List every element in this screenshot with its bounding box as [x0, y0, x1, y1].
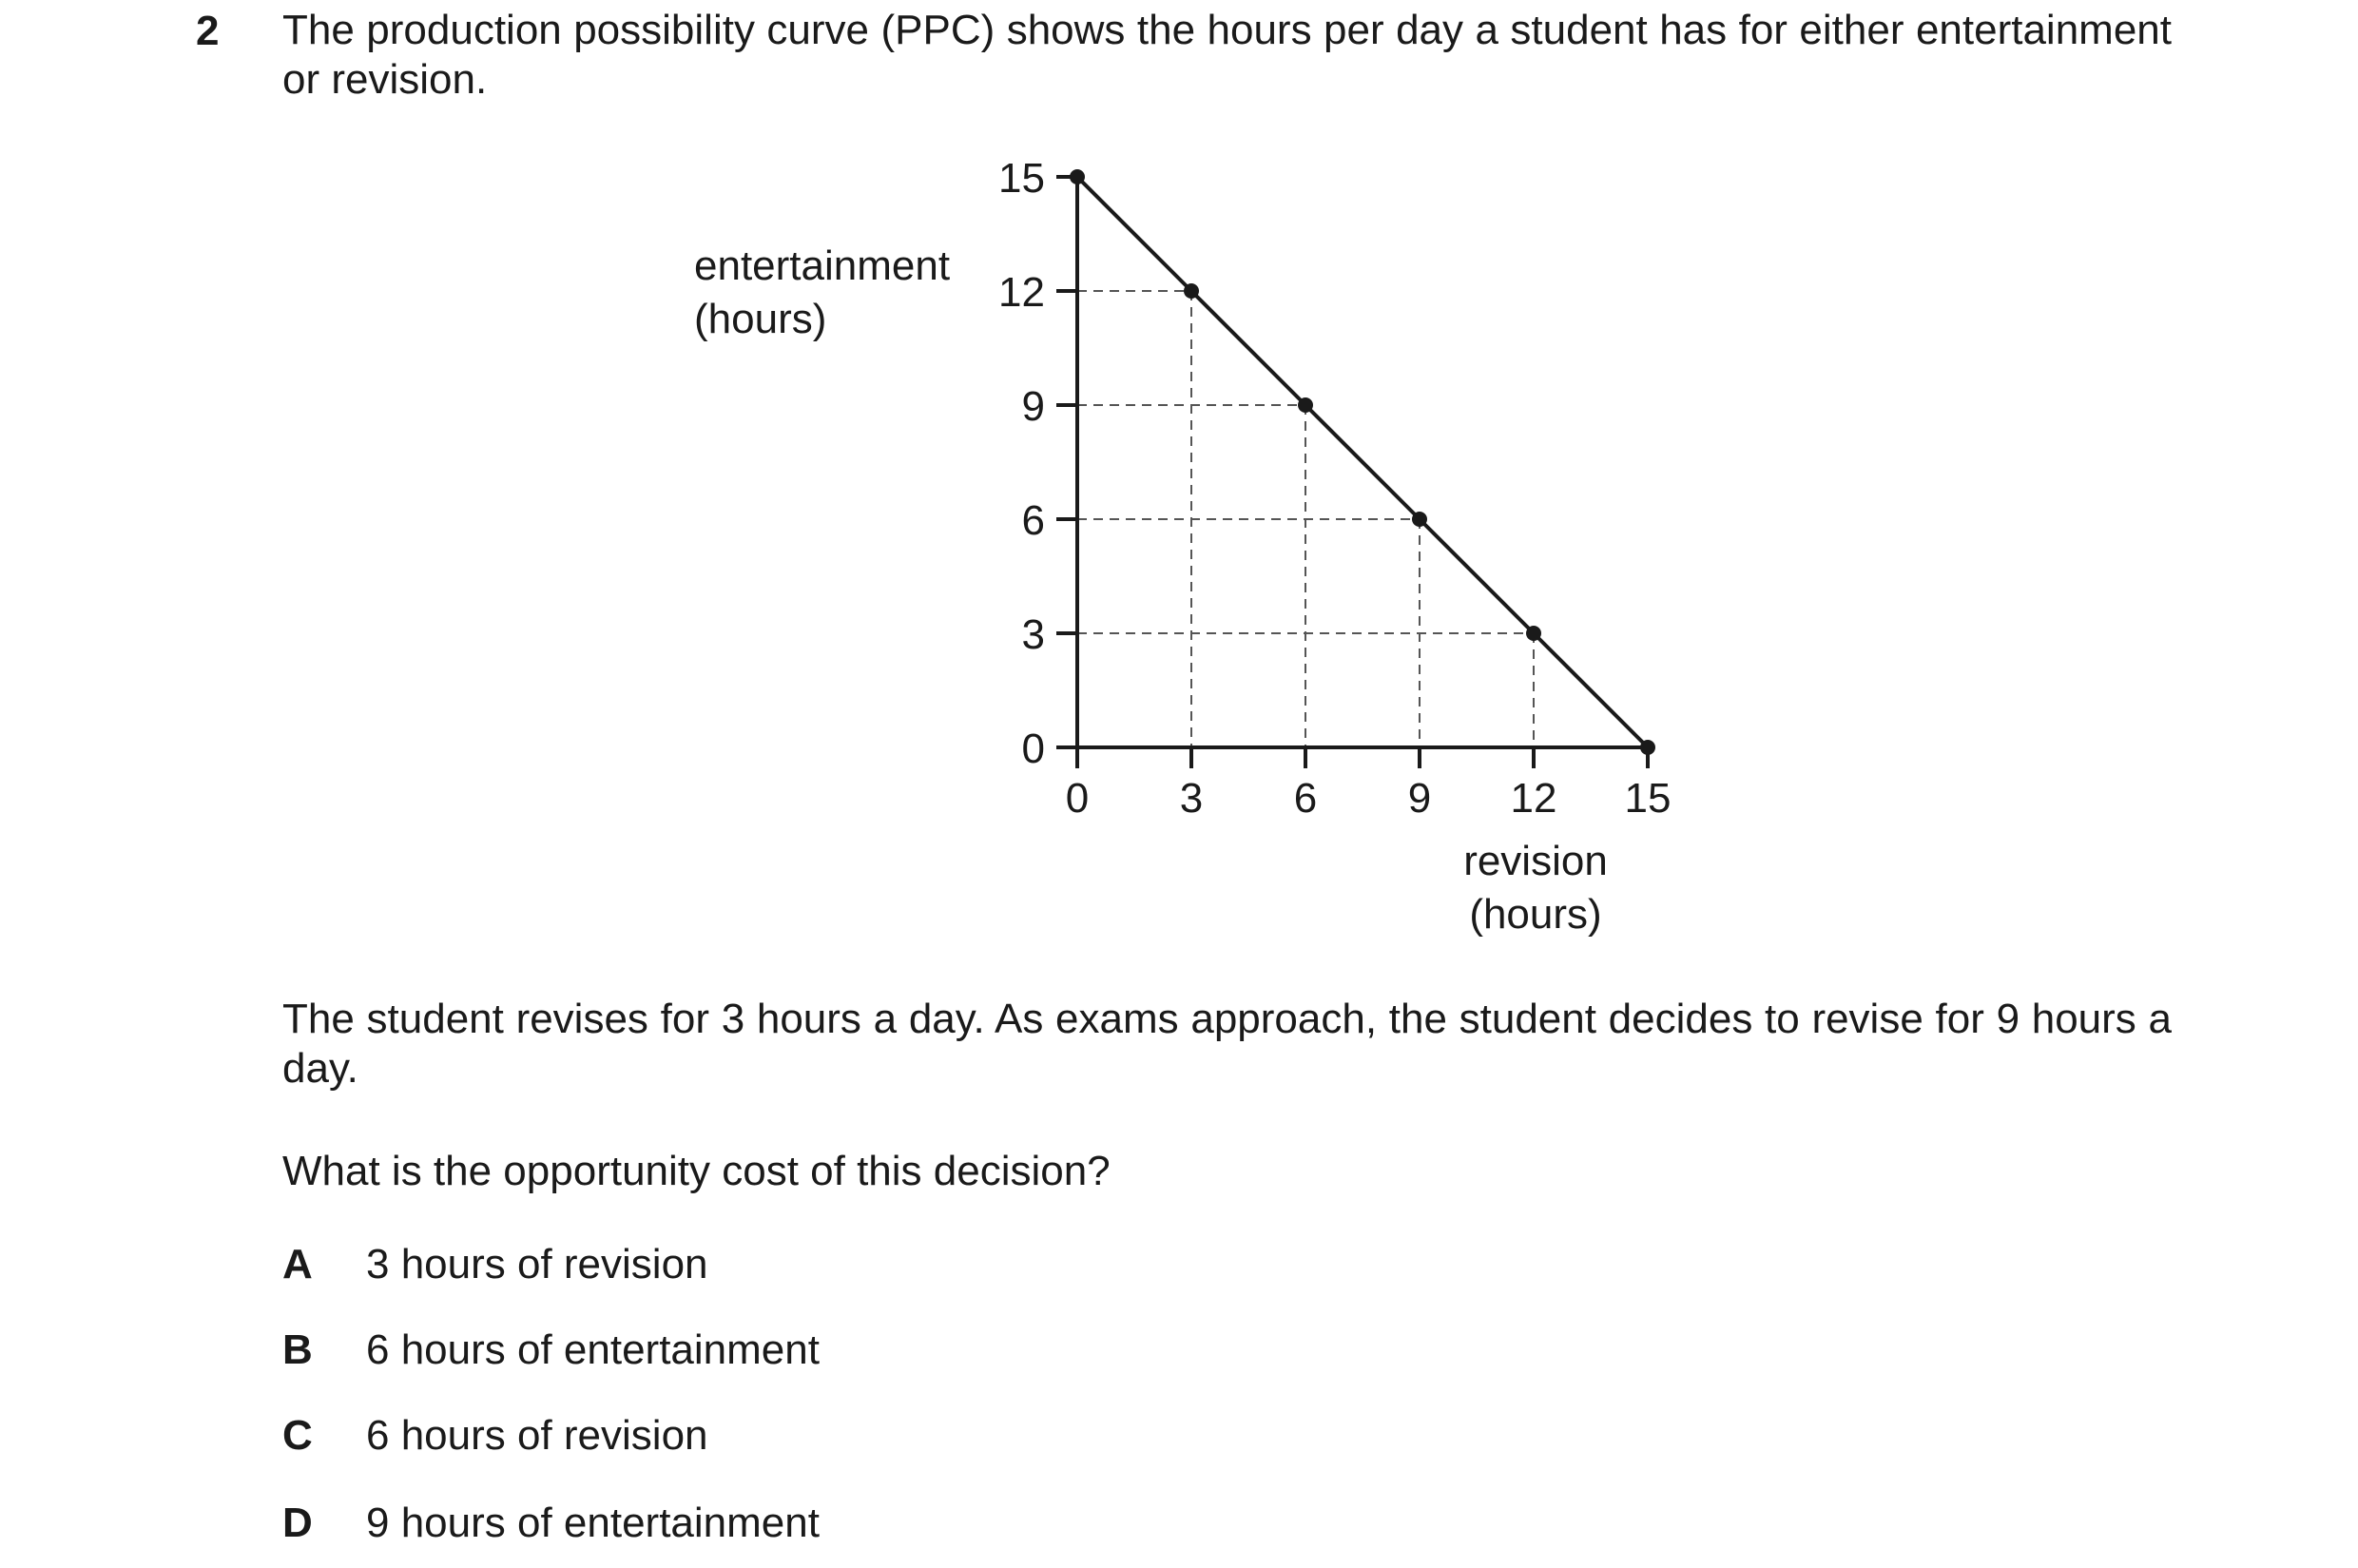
option-letter: B	[282, 1326, 313, 1373]
ppc-line	[1077, 177, 1648, 747]
option-text: 6 hours of revision	[366, 1412, 708, 1459]
question-scenario: The student revises for 3 hours a day. As exams approach, the student decides to revise for 9 hours a day.	[282, 996, 2172, 1092]
grid-lines	[1077, 291, 1534, 747]
ppc-point	[1412, 512, 1427, 527]
ppc-point	[1070, 169, 1085, 184]
option-letter: C	[282, 1412, 313, 1459]
question-prompt: What is the opportunity cost of this decision?	[282, 1148, 1111, 1194]
x-tick-label: 12	[1510, 775, 1557, 822]
x-tick-label: 3	[1179, 775, 1204, 822]
x-axis-label-line1: revision	[1463, 838, 1608, 884]
option-text: 6 hours of entertainment	[366, 1326, 820, 1373]
x-tick-label: 6	[1293, 775, 1318, 822]
x-axis-label-line2: (hours)	[1469, 891, 1602, 938]
question-intro: The production possibility curve (PPC) shows the hours per day a student has for either entertainment or revision.	[282, 7, 2172, 103]
option-letter: D	[282, 1500, 313, 1546]
option-text: 3 hours of revision	[366, 1241, 708, 1287]
x-tick-label: 0	[1065, 775, 1090, 822]
ppc-series	[1070, 169, 1655, 755]
question-number: 2	[196, 8, 220, 54]
x-tick-label: 9	[1407, 775, 1432, 822]
y-tick-label: 9	[1021, 383, 1045, 430]
ppc-point	[1298, 397, 1313, 413]
option-letter: A	[282, 1241, 313, 1287]
y-tick-label: 3	[1021, 611, 1045, 658]
y-tick-label: 12	[998, 269, 1045, 316]
y-tick-label: 0	[1021, 726, 1045, 772]
y-tick-label: 15	[998, 155, 1045, 202]
axis-ticks	[998, 155, 1671, 822]
y-axis-label-line1: entertainment	[694, 242, 951, 289]
ppc-point	[1184, 283, 1199, 299]
y-tick-label: 6	[1021, 497, 1045, 544]
x-tick-label: 15	[1624, 775, 1672, 822]
option-text: 9 hours of entertainment	[366, 1500, 820, 1546]
ppc-point	[1526, 626, 1541, 641]
ppc-point	[1640, 740, 1655, 755]
y-axis-label-line2: (hours)	[694, 296, 827, 342]
